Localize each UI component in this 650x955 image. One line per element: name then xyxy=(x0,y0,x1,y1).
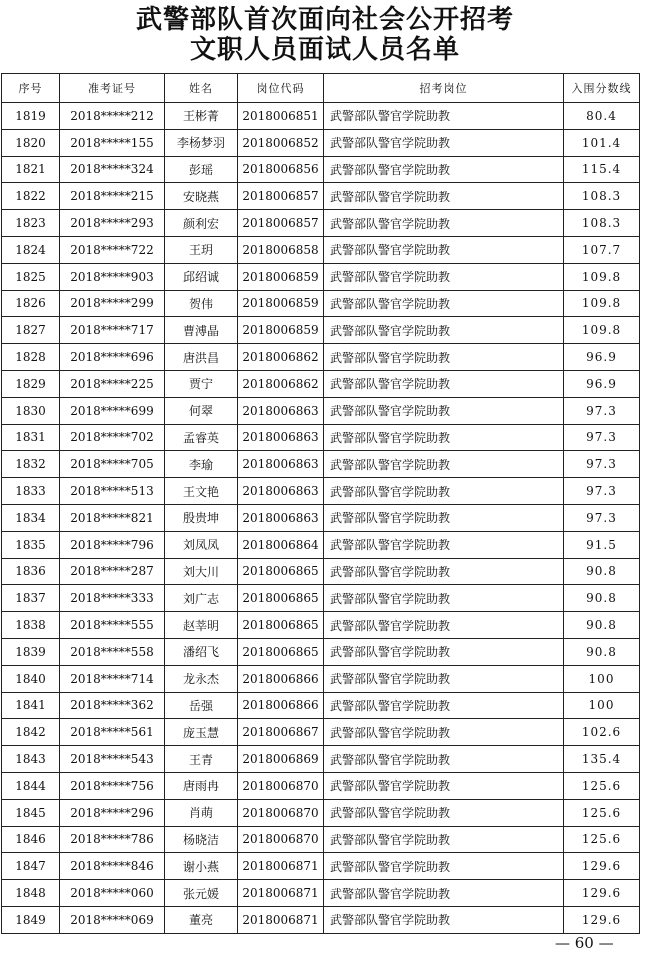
cell-name: 王彬菁 xyxy=(165,103,238,130)
cell-ticket-number: 2018*****513 xyxy=(60,478,165,505)
cell-score-line: 125.6 xyxy=(564,772,640,799)
cell-position: 武警部队警官学院助教 xyxy=(324,772,564,799)
cell-position-code: 2018006862 xyxy=(238,370,324,397)
table-row xyxy=(2,424,640,451)
cell-position-code: 2018006858 xyxy=(238,236,324,263)
cell-name: 赵莘明 xyxy=(165,612,238,639)
cell-position: 武警部队警官学院助教 xyxy=(324,103,564,130)
cell-serial: 1849 xyxy=(2,906,60,933)
cell-position-code: 2018006864 xyxy=(238,531,324,558)
table-row xyxy=(2,344,640,371)
cell-serial: 1825 xyxy=(2,263,60,290)
cell-position: 武警部队警官学院助教 xyxy=(324,129,564,156)
cell-serial: 1827 xyxy=(2,317,60,344)
cell-name: 邱绍诚 xyxy=(165,263,238,290)
cell-ticket-number: 2018*****558 xyxy=(60,638,165,665)
cell-score-line: 91.5 xyxy=(564,531,640,558)
cell-position: 武警部队警官学院助教 xyxy=(324,317,564,344)
cell-position: 武警部队警官学院助教 xyxy=(324,692,564,719)
cell-score-line: 107.7 xyxy=(564,236,640,263)
cell-position-code: 2018006863 xyxy=(238,451,324,478)
cell-name: 肖萌 xyxy=(165,799,238,826)
cell-position-code: 2018006863 xyxy=(238,504,324,531)
cell-name: 颜利宏 xyxy=(165,210,238,237)
cell-score-line: 90.8 xyxy=(564,585,640,612)
cell-serial: 1834 xyxy=(2,504,60,531)
cell-serial: 1842 xyxy=(2,719,60,746)
cell-ticket-number: 2018*****293 xyxy=(60,210,165,237)
cell-serial: 1826 xyxy=(2,290,60,317)
cell-serial: 1828 xyxy=(2,344,60,371)
table-row xyxy=(2,772,640,799)
cell-position-code: 2018006866 xyxy=(238,692,324,719)
cell-score-line: 97.3 xyxy=(564,504,640,531)
cell-serial: 1824 xyxy=(2,236,60,263)
cell-position: 武警部队警官学院助教 xyxy=(324,799,564,826)
cell-name: 彭瑶 xyxy=(165,156,238,183)
table-row xyxy=(2,692,640,719)
cell-position: 武警部队警官学院助教 xyxy=(324,210,564,237)
cell-serial: 1830 xyxy=(2,397,60,424)
table-row xyxy=(2,746,640,773)
table-row xyxy=(2,853,640,880)
table-row xyxy=(2,129,640,156)
cell-score-line: 97.3 xyxy=(564,424,640,451)
cell-score-line: 97.3 xyxy=(564,451,640,478)
table-row xyxy=(2,370,640,397)
cell-score-line: 115.4 xyxy=(564,156,640,183)
cell-serial: 1829 xyxy=(2,370,60,397)
cell-serial: 1846 xyxy=(2,826,60,853)
cell-serial: 1821 xyxy=(2,156,60,183)
cell-name: 李瑜 xyxy=(165,451,238,478)
cell-name: 刘广志 xyxy=(165,585,238,612)
cell-ticket-number: 2018*****333 xyxy=(60,585,165,612)
cell-name: 王青 xyxy=(165,746,238,773)
cell-position: 武警部队警官学院助教 xyxy=(324,504,564,531)
cell-ticket-number: 2018*****705 xyxy=(60,451,165,478)
cell-serial: 1841 xyxy=(2,692,60,719)
cell-name: 岳强 xyxy=(165,692,238,719)
cell-name: 安晓燕 xyxy=(165,183,238,210)
cell-serial: 1820 xyxy=(2,129,60,156)
cell-position-code: 2018006867 xyxy=(238,719,324,746)
cell-ticket-number: 2018*****543 xyxy=(60,746,165,773)
cell-serial: 1835 xyxy=(2,531,60,558)
cell-position-code: 2018006859 xyxy=(238,290,324,317)
cell-score-line: 90.8 xyxy=(564,558,640,585)
header-serial: 序号 xyxy=(2,74,60,103)
cell-score-line: 109.8 xyxy=(564,263,640,290)
cell-position-code: 2018006851 xyxy=(238,103,324,130)
table-row xyxy=(2,719,640,746)
cell-name: 董亮 xyxy=(165,906,238,933)
cell-ticket-number: 2018*****561 xyxy=(60,719,165,746)
cell-ticket-number: 2018*****296 xyxy=(60,799,165,826)
cell-position: 武警部队警官学院助教 xyxy=(324,290,564,317)
cell-position-code: 2018006863 xyxy=(238,424,324,451)
cell-position-code: 2018006865 xyxy=(238,585,324,612)
cell-position: 武警部队警官学院助教 xyxy=(324,746,564,773)
cell-position-code: 2018006856 xyxy=(238,156,324,183)
cell-ticket-number: 2018*****821 xyxy=(60,504,165,531)
cell-score-line: 97.3 xyxy=(564,478,640,505)
cell-position: 武警部队警官学院助教 xyxy=(324,665,564,692)
cell-position-code: 2018006862 xyxy=(238,344,324,371)
cell-position: 武警部队警官学院助教 xyxy=(324,638,564,665)
cell-ticket-number: 2018*****155 xyxy=(60,129,165,156)
cell-position: 武警部队警官学院助教 xyxy=(324,183,564,210)
cell-name: 谢小燕 xyxy=(165,853,238,880)
cell-serial: 1847 xyxy=(2,853,60,880)
header-position: 招考岗位 xyxy=(324,74,564,103)
cell-position-code: 2018006863 xyxy=(238,397,324,424)
cell-ticket-number: 2018*****212 xyxy=(60,103,165,130)
cell-serial: 1833 xyxy=(2,478,60,505)
cell-name: 曹溥晶 xyxy=(165,317,238,344)
table-row xyxy=(2,236,640,263)
cell-serial: 1832 xyxy=(2,451,60,478)
cell-name: 李杨梦羽 xyxy=(165,129,238,156)
cell-position-code: 2018006865 xyxy=(238,638,324,665)
header-name: 姓名 xyxy=(165,74,238,103)
cell-position-code: 2018006865 xyxy=(238,612,324,639)
table-row xyxy=(2,799,640,826)
cell-serial: 1836 xyxy=(2,558,60,585)
cell-ticket-number: 2018*****069 xyxy=(60,906,165,933)
cell-position-code: 2018006865 xyxy=(238,558,324,585)
cell-name: 杨晓洁 xyxy=(165,826,238,853)
cell-position-code: 2018006859 xyxy=(238,263,324,290)
cell-ticket-number: 2018*****699 xyxy=(60,397,165,424)
table-row xyxy=(2,612,640,639)
cell-ticket-number: 2018*****796 xyxy=(60,531,165,558)
cell-score-line: 96.9 xyxy=(564,344,640,371)
table-row xyxy=(2,183,640,210)
table-row xyxy=(2,263,640,290)
cell-ticket-number: 2018*****225 xyxy=(60,370,165,397)
header-ticket-number: 准考证号 xyxy=(60,74,165,103)
table-row xyxy=(2,451,640,478)
cell-position-code: 2018006866 xyxy=(238,665,324,692)
cell-serial: 1845 xyxy=(2,799,60,826)
table-row xyxy=(2,585,640,612)
cell-position-code: 2018006869 xyxy=(238,746,324,773)
cell-position: 武警部队警官学院助教 xyxy=(324,263,564,290)
cell-ticket-number: 2018*****702 xyxy=(60,424,165,451)
cell-score-line: 90.8 xyxy=(564,638,640,665)
cell-name: 何翠 xyxy=(165,397,238,424)
cell-name: 贾宁 xyxy=(165,370,238,397)
cell-ticket-number: 2018*****362 xyxy=(60,692,165,719)
cell-name: 龙永杰 xyxy=(165,665,238,692)
cell-ticket-number: 2018*****846 xyxy=(60,853,165,880)
cell-name: 潘绍飞 xyxy=(165,638,238,665)
cell-position-code: 2018006871 xyxy=(238,880,324,907)
cell-position-code: 2018006871 xyxy=(238,853,324,880)
cell-position: 武警部队警官学院助教 xyxy=(324,853,564,880)
cell-position: 武警部队警官学院助教 xyxy=(324,451,564,478)
cell-position: 武警部队警官学院助教 xyxy=(324,612,564,639)
cell-serial: 1822 xyxy=(2,183,60,210)
cell-name: 唐雨冉 xyxy=(165,772,238,799)
cell-name: 殷贵坤 xyxy=(165,504,238,531)
table-row xyxy=(2,531,640,558)
cell-name: 刘大川 xyxy=(165,558,238,585)
cell-position-code: 2018006870 xyxy=(238,799,324,826)
cell-ticket-number: 2018*****903 xyxy=(60,263,165,290)
cell-name: 张元媛 xyxy=(165,880,238,907)
cell-ticket-number: 2018*****714 xyxy=(60,665,165,692)
cell-serial: 1838 xyxy=(2,612,60,639)
cell-ticket-number: 2018*****756 xyxy=(60,772,165,799)
cell-position-code: 2018006859 xyxy=(238,317,324,344)
cell-score-line: 108.3 xyxy=(564,210,640,237)
cell-score-line: 135.4 xyxy=(564,746,640,773)
cell-ticket-number: 2018*****060 xyxy=(60,880,165,907)
cell-position: 武警部队警官学院助教 xyxy=(324,397,564,424)
cell-position: 武警部队警官学院助教 xyxy=(324,236,564,263)
cell-position-code: 2018006857 xyxy=(238,210,324,237)
cell-position-code: 2018006870 xyxy=(238,772,324,799)
cell-position: 武警部队警官学院助教 xyxy=(324,906,564,933)
cell-score-line: 102.6 xyxy=(564,719,640,746)
table-row xyxy=(2,210,640,237)
cell-score-line: 129.6 xyxy=(564,853,640,880)
cell-position: 武警部队警官学院助教 xyxy=(324,880,564,907)
cell-score-line: 109.8 xyxy=(564,317,640,344)
cell-ticket-number: 2018*****299 xyxy=(60,290,165,317)
cell-ticket-number: 2018*****287 xyxy=(60,558,165,585)
table-row xyxy=(2,397,640,424)
cell-score-line: 100 xyxy=(564,665,640,692)
cell-ticket-number: 2018*****324 xyxy=(60,156,165,183)
cell-ticket-number: 2018*****555 xyxy=(60,612,165,639)
cell-serial: 1831 xyxy=(2,424,60,451)
cell-serial: 1844 xyxy=(2,772,60,799)
header-position-code: 岗位代码 xyxy=(238,74,324,103)
table-row xyxy=(2,638,640,665)
table-row xyxy=(2,290,640,317)
cell-score-line: 129.6 xyxy=(564,880,640,907)
cell-ticket-number: 2018*****786 xyxy=(60,826,165,853)
cell-position: 武警部队警官学院助教 xyxy=(324,585,564,612)
cell-score-line: 97.3 xyxy=(564,397,640,424)
document-title-line-2: 文职人员面试人员名单 xyxy=(189,35,460,65)
cell-name: 贺伟 xyxy=(165,290,238,317)
cell-position: 武警部队警官学院助教 xyxy=(324,826,564,853)
cell-name: 王玥 xyxy=(165,236,238,263)
cell-serial: 1848 xyxy=(2,880,60,907)
cell-position-code: 2018006871 xyxy=(238,906,324,933)
cell-serial: 1839 xyxy=(2,638,60,665)
cell-score-line: 108.3 xyxy=(564,183,640,210)
cell-name: 庞玉慧 xyxy=(165,719,238,746)
cell-ticket-number: 2018*****215 xyxy=(60,183,165,210)
cell-ticket-number: 2018*****717 xyxy=(60,317,165,344)
table-row xyxy=(2,317,640,344)
table-row xyxy=(2,156,640,183)
cell-score-line: 109.8 xyxy=(564,290,640,317)
cell-name: 唐洪昌 xyxy=(165,344,238,371)
cell-position: 武警部队警官学院助教 xyxy=(324,156,564,183)
cell-position-code: 2018006852 xyxy=(238,129,324,156)
table-row xyxy=(2,906,640,933)
cell-name: 孟睿英 xyxy=(165,424,238,451)
cell-serial: 1819 xyxy=(2,103,60,130)
cell-score-line: 80.4 xyxy=(564,103,640,130)
table-header-row xyxy=(2,74,640,103)
cell-score-line: 96.9 xyxy=(564,370,640,397)
header-score-line: 入围分数线 xyxy=(564,74,640,103)
table-row xyxy=(2,880,640,907)
cell-serial: 1843 xyxy=(2,746,60,773)
table-row xyxy=(2,103,640,130)
cell-ticket-number: 2018*****696 xyxy=(60,344,165,371)
cell-ticket-number: 2018*****722 xyxy=(60,236,165,263)
document-title-line-1: 武警部队首次面向社会公开招考 xyxy=(135,5,514,35)
cell-position: 武警部队警官学院助教 xyxy=(324,478,564,505)
cell-position: 武警部队警官学院助教 xyxy=(324,424,564,451)
page-number: — 60 — xyxy=(555,934,614,952)
table-row xyxy=(2,558,640,585)
cell-serial: 1823 xyxy=(2,210,60,237)
cell-name: 刘凤凤 xyxy=(165,531,238,558)
cell-position-code: 2018006870 xyxy=(238,826,324,853)
cell-score-line: 125.6 xyxy=(564,799,640,826)
cell-serial: 1840 xyxy=(2,665,60,692)
cell-position: 武警部队警官学院助教 xyxy=(324,558,564,585)
cell-position-code: 2018006857 xyxy=(238,183,324,210)
cell-score-line: 125.6 xyxy=(564,826,640,853)
cell-position: 武警部队警官学院助教 xyxy=(324,370,564,397)
cell-position: 武警部队警官学院助教 xyxy=(324,531,564,558)
table-row xyxy=(2,826,640,853)
cell-name: 王文艳 xyxy=(165,478,238,505)
table-row xyxy=(2,665,640,692)
cell-position: 武警部队警官学院助教 xyxy=(324,719,564,746)
table-row xyxy=(2,504,640,531)
table-row xyxy=(2,478,640,505)
cell-score-line: 101.4 xyxy=(564,129,640,156)
cell-position: 武警部队警官学院助教 xyxy=(324,344,564,371)
cell-score-line: 129.6 xyxy=(564,906,640,933)
cell-position-code: 2018006863 xyxy=(238,478,324,505)
cell-serial: 1837 xyxy=(2,585,60,612)
cell-score-line: 90.8 xyxy=(564,612,640,639)
cell-score-line: 100 xyxy=(564,692,640,719)
candidate-table xyxy=(1,73,640,934)
